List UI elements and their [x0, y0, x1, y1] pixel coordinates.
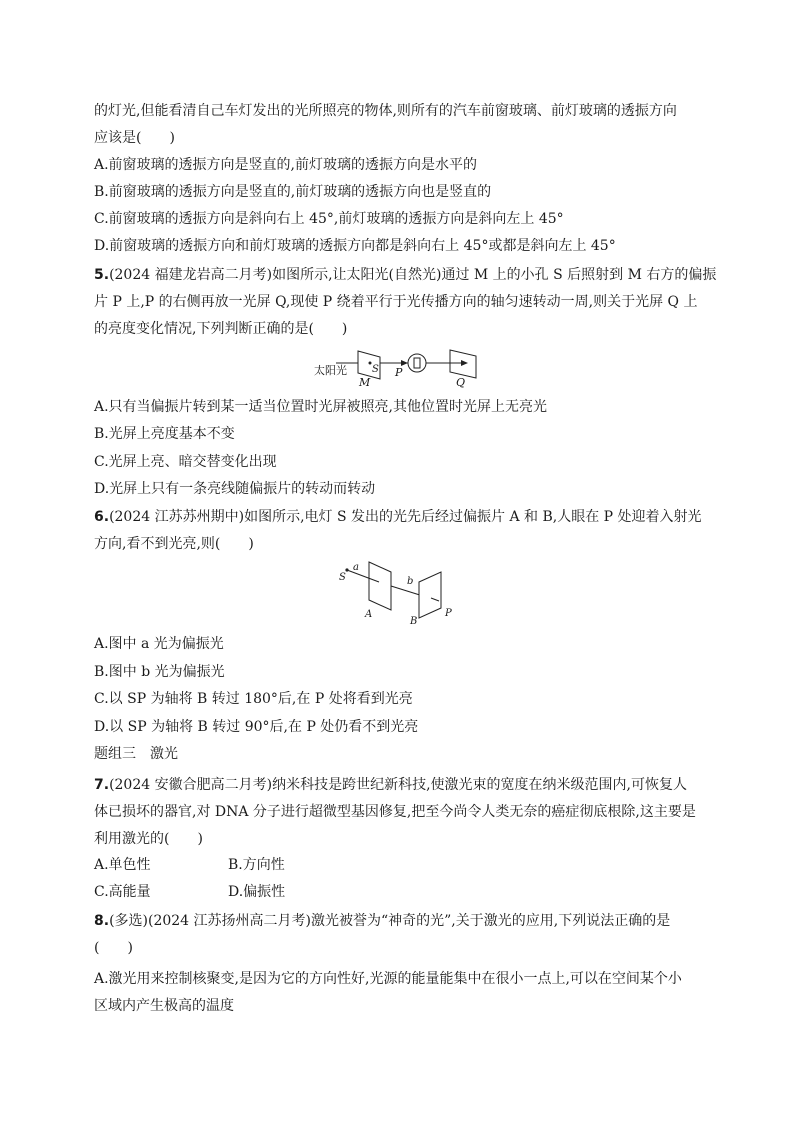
- option-b: B.前窗玻璃的透振方向是竖直的,前灯玻璃的透振方向也是竖直的: [94, 184, 492, 200]
- question-number: 8.: [94, 913, 110, 929]
- question-text: (多选)(2024 江苏扬州高二月考)激光被誉为“神奇的光”,关于激光的应用,下列说法正确的是: [109, 913, 671, 929]
- svg-text:b: b: [407, 576, 414, 587]
- option-a: A.单色性: [94, 857, 151, 873]
- svg-text:P: P: [445, 608, 452, 619]
- section-heading: 题组三 激光: [94, 746, 178, 762]
- options-row: [94, 882, 285, 902]
- question-6-stem-cont: 方向,看不到光亮,则( ): [94, 536, 254, 552]
- option-d: D.光屏上只有一条亮线随偏振片的转动而转动: [94, 481, 376, 497]
- question-7-stem-cont: 利用激光的( ): [94, 831, 203, 847]
- text-line: 的灯光,但能看清自己车灯发出的光所照亮的物体,则所有的汽车前窗玻璃、前灯玻璃的透振方向: [94, 103, 677, 119]
- option-a: A.前窗玻璃的透振方向是竖直的,前灯玻璃的透振方向是水平的: [94, 157, 478, 173]
- option-b: B.光屏上亮度基本不变: [94, 426, 235, 442]
- question-text: (2024 江苏苏州期中)如图所示,电灯 S 发出的光先后经过偏振片 A 和 B,人眼在 P 处迎着入射光: [109, 509, 702, 525]
- label-sunlight: 太阳光: [314, 364, 347, 377]
- option-d: D.前窗玻璃的透振方向和前灯玻璃的透振方向都是斜向右上 45°或都是斜向左上 45°: [94, 238, 616, 254]
- option-a: A.激光用来控制核聚变,是因为它的方向性好,光源的能量能集中在很小一点上,可以在空间某个小: [94, 971, 682, 987]
- question-number: 5.: [94, 267, 110, 283]
- polarizer-p: [408, 354, 426, 372]
- text-line: 应该是( ): [94, 130, 175, 146]
- svg-text:S: S: [372, 364, 379, 375]
- svg-text:B: B: [410, 616, 418, 627]
- question-6-stem: [94, 507, 702, 527]
- option-a: A.只有当偏振片转到某一适当位置时光屏被照亮,其他位置时光屏上无亮光: [94, 399, 548, 415]
- option-d: D.偏振性: [228, 884, 286, 900]
- option-c: C.以 SP 为轴将 B 转过 180°后,在 P 处将看到光亮: [94, 691, 413, 707]
- question-number: 7.: [94, 777, 110, 793]
- figure-two-polarizers: [335, 558, 465, 628]
- question-text: (2024 福建龙岩高二月考)如图所示,让太阳光(自然光)通过 M 上的小孔 S 后照射到 M 右方的偏振: [109, 267, 717, 283]
- options-row: [94, 855, 285, 875]
- question-8-stem-cont: ( ): [94, 940, 133, 956]
- option-c: C.高能量: [94, 884, 151, 900]
- svg-text:A: A: [365, 609, 373, 620]
- question-7-stem-cont: 体已损坏的器官,对 DNA 分子进行超微型基因修复,把至今尚令人类无奈的癌症彻底根除,这主要是: [94, 804, 696, 820]
- option-c: C.光屏上亮、暗交替变化出现: [94, 454, 277, 470]
- option-b: B.方向性: [228, 857, 285, 873]
- question-8-stem: [94, 911, 670, 931]
- svg-text:a: a: [353, 562, 359, 573]
- option-c: C.前窗玻璃的透振方向是斜向右上 45°,前灯玻璃的透振方向是斜向左上 45°: [94, 211, 564, 227]
- svg-text:M: M: [359, 376, 371, 388]
- svg-text:Q: Q: [456, 376, 466, 388]
- polarizer-a: [369, 562, 391, 610]
- option-a: A.图中 a 光为偏振光: [94, 636, 224, 652]
- polarizer-b: [419, 572, 441, 618]
- svg-text:S: S: [339, 572, 346, 583]
- question-5-stem: [94, 265, 716, 285]
- question-number: 6.: [94, 509, 110, 525]
- option-b: B.图中 b 光为偏振光: [94, 664, 225, 680]
- question-5-stem-cont: 片 P 上,P 的右侧再放一光屏 Q,现使 P 绕着平行于光传播方向的轴匀速转动一周,则关于光屏 Q 上: [94, 294, 698, 310]
- svg-text:P: P: [395, 366, 403, 379]
- option-a-cont: 区域内产生极高的温度: [94, 998, 234, 1014]
- question-text: (2024 安徽合肥高二月考)纳米科技是跨世纪新科技,使激光束的宽度在纳米级范围内,可恢复人: [109, 777, 687, 793]
- question-5-stem-cont: 的亮度变化情况,下列判断正确的是( ): [94, 321, 348, 337]
- option-d: D.以 SP 为轴将 B 转过 90°后,在 P 处仍看不到光亮: [94, 719, 419, 735]
- figure-polarizer-setup: [310, 348, 485, 388]
- question-7-stem: [94, 775, 687, 795]
